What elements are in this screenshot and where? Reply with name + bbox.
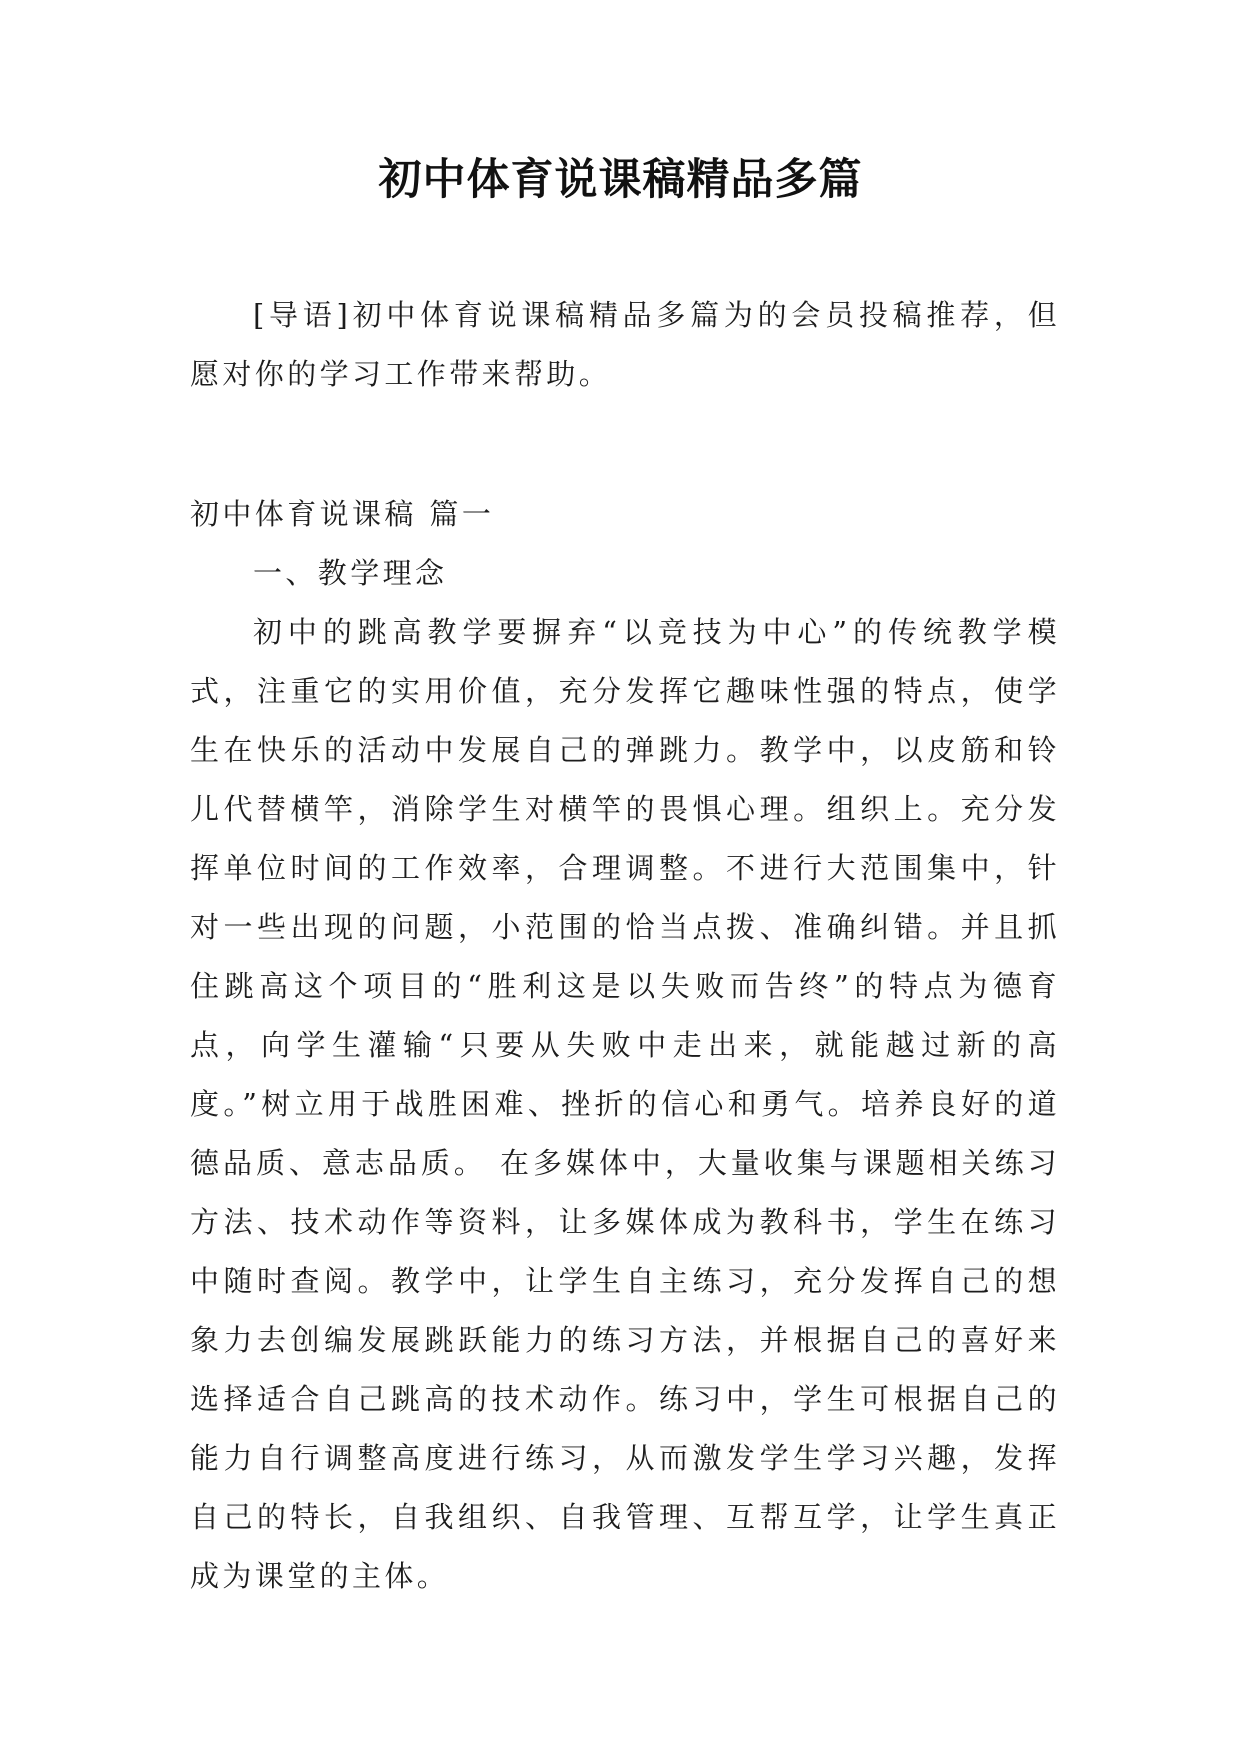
body-paragraph: 初中的跳高教学要摒弃“以竞技为中心”的传统教学模式，注重它的实用价值，充分发挥它趣味性强的特点，使学生在快乐的活动中发展自己的弹跳力。教学中，以皮筋和铃儿代替横竿，消除学生对横竿的畏惧心理。组织上。充分发挥单位时间的工作效率，合理调整。不进行大范围集中，针对一些出现的问题，小范围的恰当点拨、准确纠错。并且抓住跳高这个项目的“胜利这是以失败而告终”的特点为德育点，向学生灌输“只要从失败中走出来，就能越过新的高度。”树立用于战胜困难、挫折的信心和勇气。培养良好的道德品质、意志品质。 在多媒体中，大量收集与课题相关练习方法、技术动作等资料，让多媒体成为教科书，学生在练习中随时查阅。教学中，让学生自主练习，充分发挥自己的想象力去创编发展跳跃能力的练习方法，并根据自己的喜好来选择适合自己跳高的技术动作。练习中，学生可根据自己的能力自行调整高度进行练习，从而激发学生学习兴趣，发挥自己的特长，自我组织、自我管理、互帮互学，让学生真正成为课堂的主体。 (190, 615, 1060, 1593)
document-title: 初中体育说课稿精品多篇 (378, 155, 863, 205)
section-heading: 初中体育说课稿 篇一 (190, 497, 495, 531)
document-body (190, 286, 1060, 1606)
subheading: 一、教学理念 (253, 556, 448, 590)
intro-paragraph: [导语]初中体育说课稿精品多篇为的会员投稿推荐，但愿对你的学习工作带来帮助。 (190, 298, 1060, 391)
